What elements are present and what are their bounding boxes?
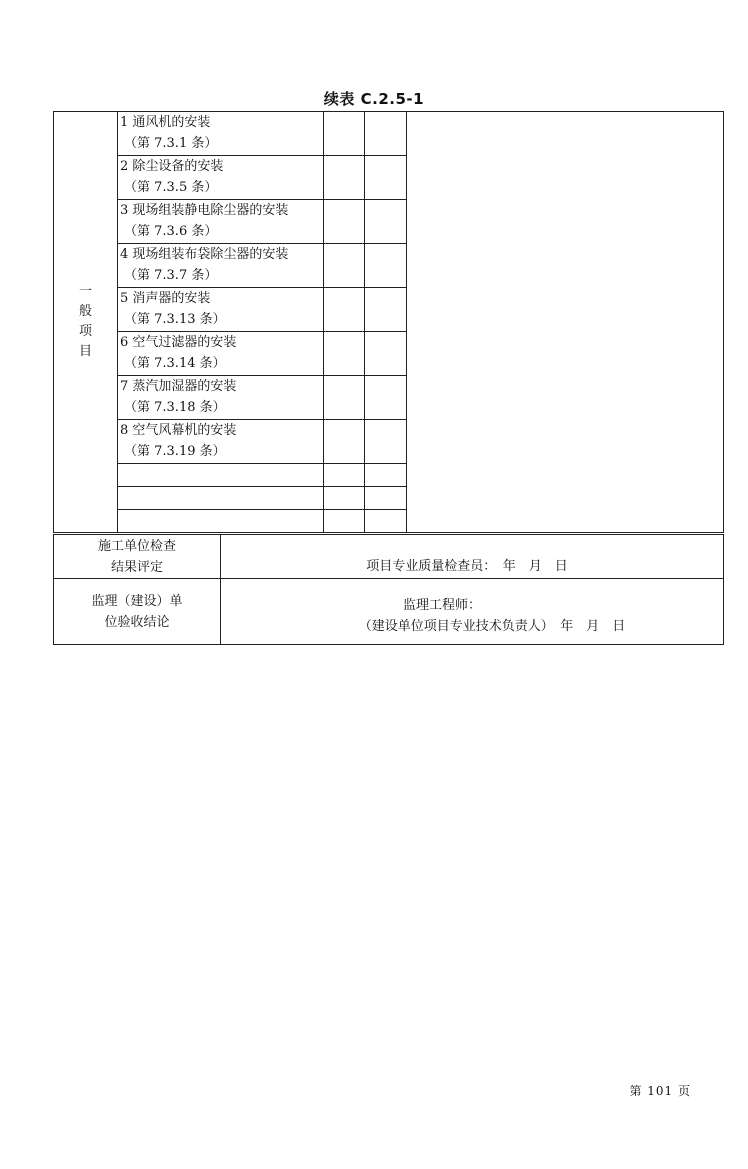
item-clause: （第 7.3.13 条） xyxy=(124,312,226,327)
check-cell[interactable] xyxy=(324,112,365,156)
check-cell[interactable] xyxy=(365,288,407,332)
inspection-record-cell[interactable] xyxy=(407,112,724,533)
page-number: 第 101 页 xyxy=(629,1084,691,1098)
category-char: 般 xyxy=(78,304,92,319)
conclusion-table xyxy=(53,534,724,645)
item-clause: （第 7.3.19 条） xyxy=(124,444,226,459)
blank-cell[interactable] xyxy=(365,464,407,487)
check-cell[interactable] xyxy=(324,376,365,420)
check-cell[interactable] xyxy=(324,244,365,288)
category-char: 项 xyxy=(78,324,92,339)
construction-label-cell xyxy=(54,535,221,579)
item-cell xyxy=(118,156,324,200)
item-cell xyxy=(118,112,324,156)
check-cell[interactable] xyxy=(365,420,407,464)
supervision-result-cell xyxy=(221,579,724,645)
check-cell[interactable] xyxy=(324,420,365,464)
supervision-label-cell xyxy=(54,579,221,645)
item-cell xyxy=(118,244,324,288)
quality-inspector-signature: 项目专业质量检查员： 年 月 日 xyxy=(366,559,568,574)
inspection-table xyxy=(53,111,724,533)
blank-cell[interactable] xyxy=(365,487,407,510)
item-name: 7 蒸汽加湿器的安装 xyxy=(120,379,237,394)
item-clause: （第 7.3.18 条） xyxy=(124,400,226,415)
construction-label-line1: 施工单位检查 xyxy=(97,538,176,554)
category-char: 一 xyxy=(78,284,92,299)
supervision-label-line1: 监理（建设）单 xyxy=(91,593,183,609)
blank-cell[interactable] xyxy=(324,464,365,487)
check-cell[interactable] xyxy=(324,288,365,332)
item-clause: （第 7.3.5 条） xyxy=(124,180,218,195)
category-cell xyxy=(54,112,118,533)
item-name: 3 现场组装静电除尘器的安装 xyxy=(120,203,289,218)
item-clause: （第 7.3.14 条） xyxy=(124,356,226,371)
blank-cell[interactable] xyxy=(324,510,365,533)
item-clause: （第 7.3.6 条） xyxy=(124,224,218,239)
construction-result-cell xyxy=(221,535,724,579)
blank-cell[interactable] xyxy=(118,464,324,487)
blank-cell[interactable] xyxy=(118,487,324,510)
supervision-label-line2: 位验收结论 xyxy=(104,614,170,630)
item-cell xyxy=(118,332,324,376)
blank-cell[interactable] xyxy=(365,510,407,533)
check-cell[interactable] xyxy=(324,200,365,244)
item-name: 2 除尘设备的安装 xyxy=(120,159,224,174)
item-cell xyxy=(118,288,324,332)
supervision-signature: （建设单位项目专业技术负责人） 年 月 日 xyxy=(358,618,626,634)
item-name: 8 空气风幕机的安装 xyxy=(120,423,237,438)
table-title: 续表 C.2.5-1 xyxy=(323,90,425,108)
check-cell[interactable] xyxy=(365,244,407,288)
item-cell xyxy=(118,376,324,420)
item-cell xyxy=(118,420,324,464)
blank-cell[interactable] xyxy=(324,487,365,510)
check-cell[interactable] xyxy=(324,156,365,200)
check-cell[interactable] xyxy=(365,112,407,156)
item-name: 4 现场组装布袋除尘器的安装 xyxy=(120,247,289,262)
category-char: 目 xyxy=(78,344,92,359)
supervision-engineer-label: 监理工程师： xyxy=(402,597,481,613)
item-cell xyxy=(118,200,324,244)
construction-label-line2: 结果评定 xyxy=(110,559,163,575)
blank-cell[interactable] xyxy=(118,510,324,533)
item-name: 5 消声器的安装 xyxy=(120,291,211,306)
item-clause: （第 7.3.7 条） xyxy=(124,268,218,283)
check-cell[interactable] xyxy=(365,376,407,420)
check-cell[interactable] xyxy=(365,156,407,200)
check-cell[interactable] xyxy=(324,332,365,376)
table-row xyxy=(54,112,724,156)
check-cell[interactable] xyxy=(365,332,407,376)
check-cell[interactable] xyxy=(365,200,407,244)
item-name: 1 通风机的安装 xyxy=(120,115,211,130)
item-name: 6 空气过滤器的安装 xyxy=(120,335,237,350)
item-clause: （第 7.3.1 条） xyxy=(124,136,218,151)
